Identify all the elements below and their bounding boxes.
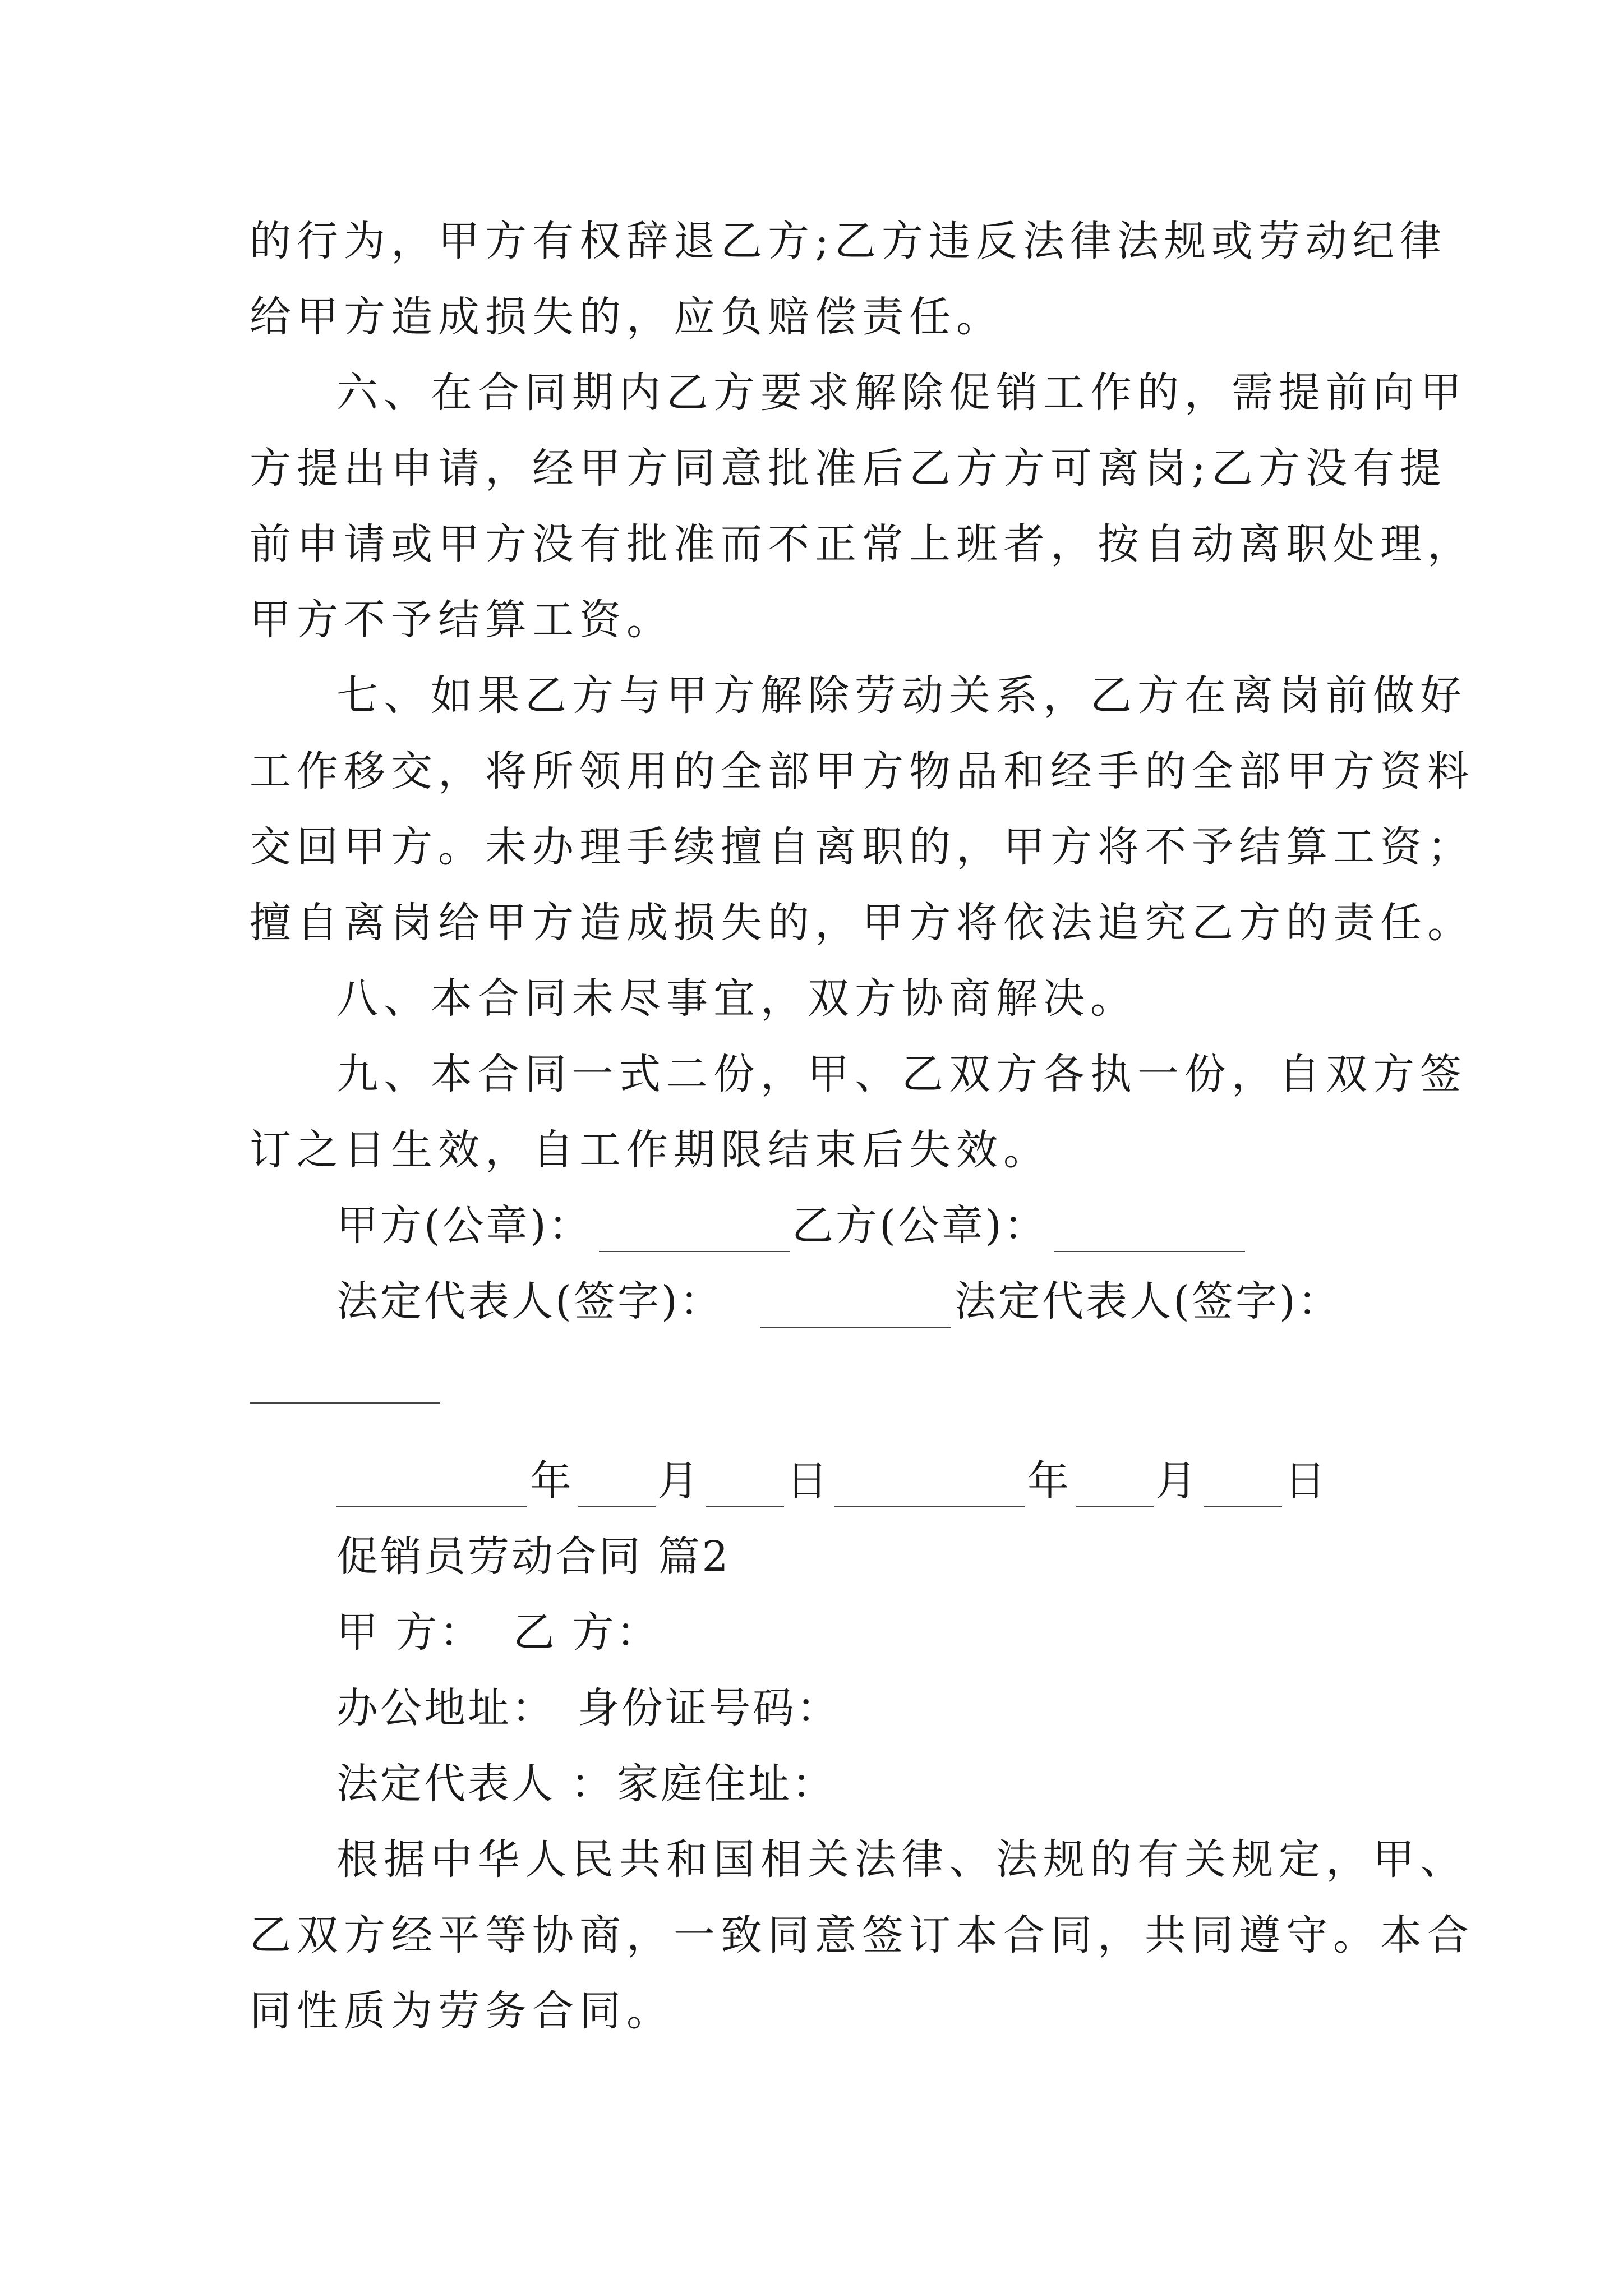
body-line: 工作移交，将所领用的全部甲方物品和经手的全部甲方资料 bbox=[250, 747, 1474, 795]
body-line: 擅自离岗给甲方造成损失的，甲方将依法追究乙方的责任。 bbox=[250, 899, 1474, 947]
year-b-label: 年 bbox=[1027, 1457, 1075, 1505]
clause-six-line: 六、在合同期内乙方要求解除促销工作的，需提前向甲 bbox=[336, 369, 1467, 417]
party-b-seal-label: 乙方(公章)： bbox=[792, 1202, 1048, 1250]
office-address-label: 办公地址： bbox=[336, 1684, 555, 1732]
month-b-blank bbox=[1076, 1506, 1154, 1507]
day-b-label: 日 bbox=[1284, 1457, 1331, 1505]
clause-eight-line: 八、本合同未尽事宜，双方协商解决。 bbox=[336, 974, 1137, 1023]
body-line: 方提出申请，经甲方同意批准后乙方方可离岗;乙方没有提 bbox=[250, 444, 1447, 493]
month-b-label: 月 bbox=[1155, 1457, 1202, 1505]
rep-sign-b-label: 法定代表人(签字)： bbox=[955, 1277, 1341, 1326]
party-a-seal-label: 甲方(公章)： bbox=[336, 1202, 592, 1250]
section-title: 促销员劳动合同 篇2 bbox=[336, 1533, 731, 1581]
day-a-blank bbox=[706, 1506, 784, 1507]
day-a-label: 日 bbox=[786, 1457, 833, 1505]
party-b-seal-blank bbox=[1054, 1251, 1245, 1252]
body-line: 前申请或甲方没有批准而不正常上班者，按自动离职处理， bbox=[250, 520, 1474, 568]
clause-seven-line: 七、如果乙方与甲方解除劳动关系，乙方在离岗前做好 bbox=[336, 671, 1467, 720]
body-line: 的行为，甲方有权辞退乙方;乙方违反法律法规或劳动纪律 bbox=[250, 217, 1447, 265]
legal-rep-label: 法定代表人 ： bbox=[336, 1760, 615, 1808]
rep-sign-b-blank bbox=[250, 1402, 440, 1404]
year-a-blank bbox=[336, 1506, 527, 1507]
clause-nine-line: 九、本合同一式二份，甲、乙双方各执一份，自双方签 bbox=[336, 1050, 1467, 1098]
month-a-blank bbox=[578, 1506, 656, 1507]
rep-sign-a-label: 法定代表人(签字)： bbox=[336, 1277, 723, 1326]
home-address-label: 家庭住址： bbox=[617, 1760, 836, 1808]
day-b-blank bbox=[1204, 1506, 1282, 1507]
section2-paragraph-line: 同性质为劳务合同。 bbox=[250, 1987, 674, 2035]
body-line: 给甲方造成损失的，应负赔偿责任。 bbox=[250, 293, 1003, 341]
body-line: 交回甲方。未办理手续擅自离职的，甲方将不予结算工资； bbox=[250, 823, 1474, 871]
month-a-label: 月 bbox=[657, 1457, 704, 1505]
id-number-label: 身份证号码： bbox=[578, 1684, 840, 1732]
body-line: 订之日生效，自工作期限结束后失效。 bbox=[250, 1126, 1050, 1174]
rep-sign-a-blank bbox=[760, 1327, 951, 1328]
section2-paragraph-line: 根据中华人民共和国相关法律、法规的有关规定，甲、 bbox=[336, 1835, 1467, 1884]
year-b-blank bbox=[834, 1506, 1025, 1507]
body-line: 甲方不予结算工资。 bbox=[250, 596, 674, 644]
party-a-label: 甲 方： bbox=[336, 1608, 483, 1657]
section2-paragraph-line: 乙双方经平等协商，一致同意签订本合同，共同遵守。本合 bbox=[250, 1911, 1474, 1959]
party-b-label: 乙 方： bbox=[513, 1608, 660, 1657]
year-a-label: 年 bbox=[530, 1457, 577, 1505]
party-a-seal-blank bbox=[599, 1251, 790, 1252]
